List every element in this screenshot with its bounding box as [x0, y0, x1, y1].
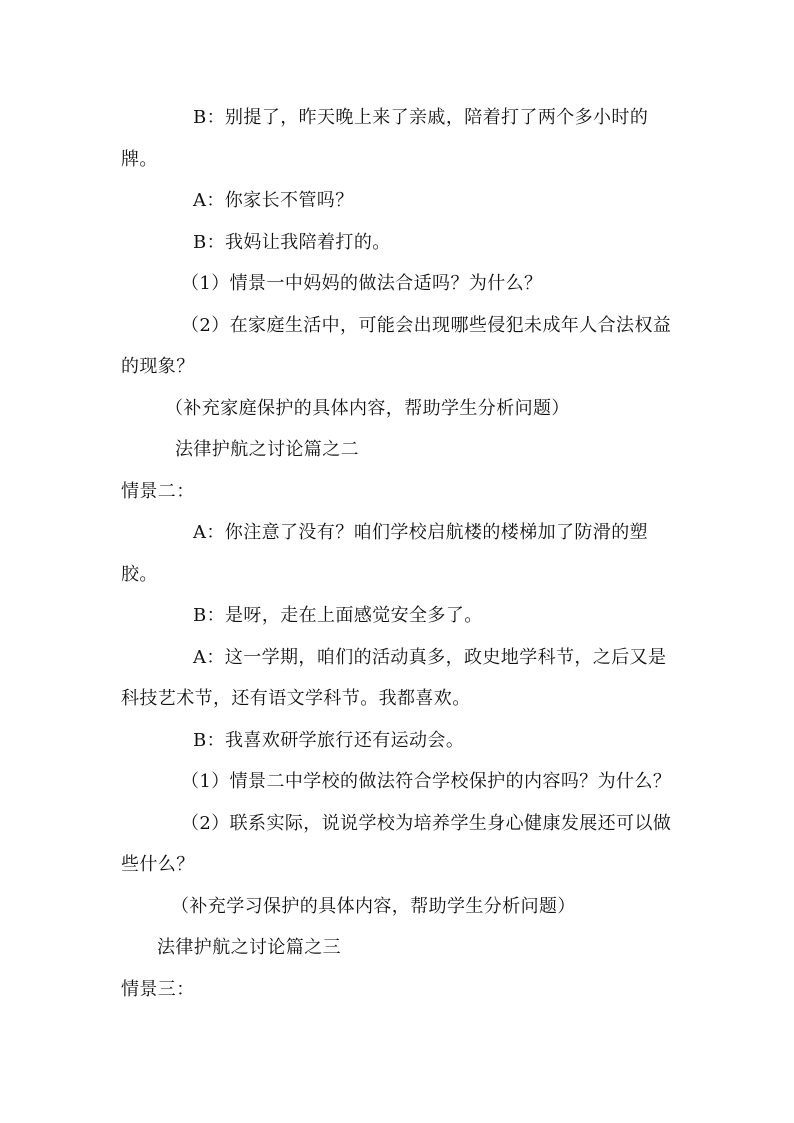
dialogue-a-line-2: A：你家长不管吗？ — [193, 190, 354, 211]
dialogue-a-scene-2-line-1-cont: 胶。 — [121, 564, 158, 585]
scene-3-label: 情景三： — [121, 979, 195, 1000]
scene-2-label: 情景二： — [121, 481, 195, 502]
question-1-scene-2: （1）情景二中学校的做法符合学校保护的内容吗？为什么？ — [181, 771, 672, 792]
dialogue-a-scene-2-line-1: A：你注意了没有？咱们学校启航楼的楼梯加了防滑的塑 — [193, 522, 648, 543]
dialogue-a-scene-2-line-3: A：这一学期，咱们的活动真多，政史地学科节，之后又是 — [193, 647, 667, 668]
question-1-scene-1: （1）情景一中妈妈的做法合适吗？为什么？ — [181, 273, 543, 294]
note-school-protection: （补充学习保护的具体内容，帮助学生分析问题） — [171, 896, 576, 917]
question-2-scene-2-cont: 些什么？ — [121, 854, 195, 875]
question-2-scene-1: （2）在家庭生活中，可能会出现哪些侵犯未成年人合法权益 — [181, 315, 672, 336]
note-family-protection: （补充家庭保护的具体内容，帮助学生分析问题） — [165, 398, 570, 419]
dialogue-b-line-3: B：我妈让我陪着打的。 — [193, 232, 391, 253]
dialogue-b-line-1-cont: 牌。 — [121, 149, 158, 170]
dialogue-a-scene-2-line-3-cont: 科技艺术节，还有语文学科节。我都喜欢。 — [121, 688, 471, 709]
dialogue-b-line-1: B：别提了，昨天晚上来了亲戚，陪着打了两个多小时的 — [193, 107, 649, 128]
section-heading-discussion-3: 法律护航之讨论篇之三 — [157, 937, 341, 958]
question-2-scene-2: （2）联系实际，说说学校为培养学生身心健康发展还可以做 — [181, 813, 672, 834]
section-heading-discussion-2: 法律护航之讨论篇之二 — [175, 439, 359, 460]
question-2-scene-1-cont: 的现象？ — [121, 356, 195, 377]
dialogue-b-scene-2-line-2: B：是呀，走在上面感觉安全多了。 — [193, 605, 483, 626]
dialogue-b-scene-2-line-4: B：我喜欢研学旅行还有运动会。 — [193, 730, 465, 751]
